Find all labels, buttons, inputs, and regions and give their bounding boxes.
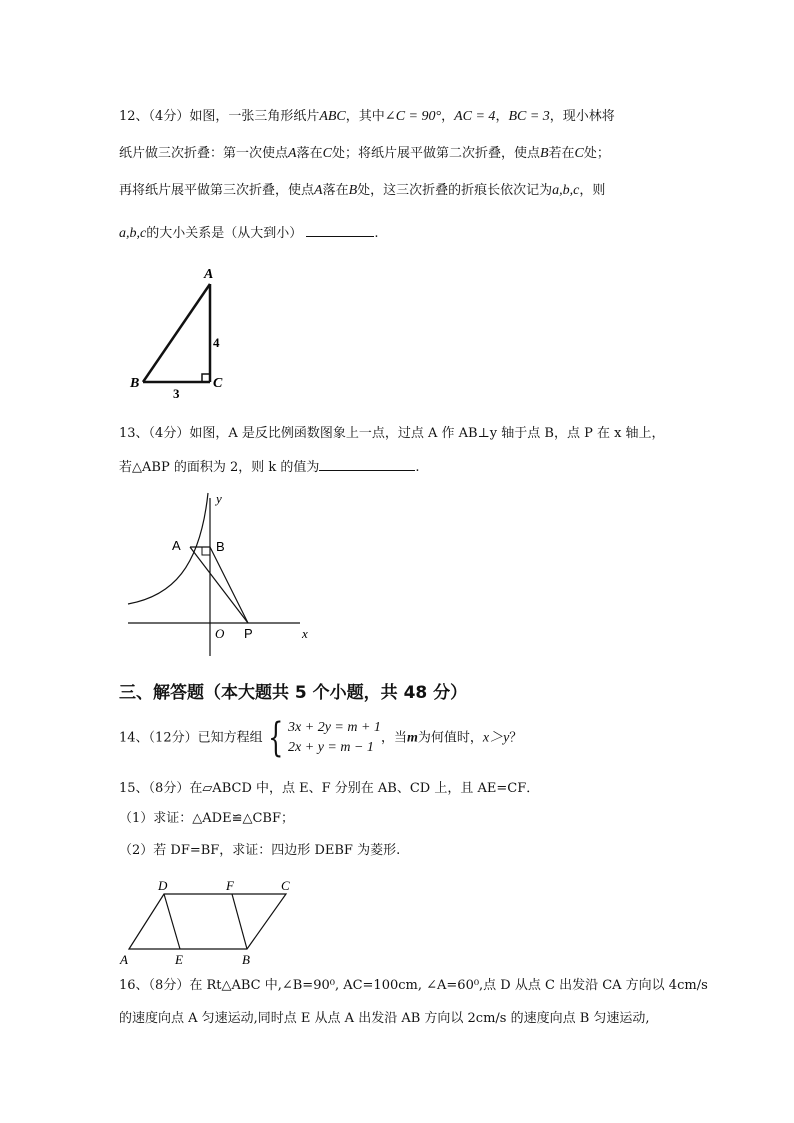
q14-line: 14、（12分）已知方程组 { 3x + 2y = m + 1 2x + y = m − 1 ，当m为何值时，x＞y？ xyxy=(119,715,523,761)
q15-label-C: C xyxy=(281,878,290,893)
q15-segment-de xyxy=(164,894,180,949)
q15-parallelogram-abcd xyxy=(129,894,286,949)
q16-line1: 16、（8分）在 Rt△ABC 中,∠B=90⁰, AC=100cm, ∠A=60⁰,点 D 从点 C 出发沿 CA 方向以 4cm/s xyxy=(119,978,708,993)
q15-part2: （2）若 DF=BF，求证：四边形 DEBF 为菱形. xyxy=(119,843,401,858)
q13-line2: 若△ABP 的面积为 2，则 k 的值为 . xyxy=(119,456,420,477)
q13-hyperbola-curve xyxy=(128,493,208,604)
q12-answer-blank[interactable] xyxy=(306,222,374,237)
q12-line2: 纸片做三次折叠：第一次使点A落在C处；将纸片展平做第二次折叠，使点B若在C处； xyxy=(119,146,610,161)
q12-label-side-ac: 4 xyxy=(213,335,220,350)
section3-heading: 三、解答题（本大题共 5 个小题，共 48 分） xyxy=(119,683,468,703)
q13-label-P: P xyxy=(244,626,253,641)
q14-eq1: 3x + 2y = m + 1 xyxy=(288,720,381,735)
q16-line2: 的速度向点 A 匀速运动,同时点 E 从点 A 出发沿 AB 方向以 2cm/s 的速度向点 B 匀速运动, xyxy=(119,1011,650,1026)
q15-line1: 15、（8分）在▱ABCD 中，点 E、F 分别在 AB、CD 上，且 AE=CF． xyxy=(119,781,540,796)
q13-label-A: A xyxy=(172,538,181,553)
q13-right-angle-mark xyxy=(202,547,210,555)
q14-brace: { xyxy=(267,715,283,761)
q13-answer-blank[interactable] xyxy=(319,456,415,471)
q13-label-B: B xyxy=(216,539,225,554)
q12-triangle-figure xyxy=(118,262,228,402)
q12-side-ab xyxy=(143,284,210,382)
q12-line3: 再将纸片展平做第三次折叠，使点A落在B处，这三次折叠的折痕长依次记为a,b,c，则 xyxy=(119,183,606,198)
q13-segment-ap xyxy=(190,547,248,623)
q12-line1: 12、（4分）如图，一张三角形纸片ABC，其中∠C = 90°，AC = 4，BC = 3，现小林将 xyxy=(119,109,615,124)
q15-label-B: B xyxy=(242,952,250,966)
q12-line4: a,b,c的大小关系是（从大到小） . xyxy=(119,222,379,243)
q13-line1: 13、（4分）如图，A 是反比例函数图象上一点，过点 A 作 AB⊥y 轴于点 B，点 P 在 x 轴上， xyxy=(119,426,665,441)
q13-label-O: O xyxy=(215,626,225,641)
q12-label-A: A xyxy=(204,267,214,282)
q15-label-A: A xyxy=(120,952,128,966)
q14-eq2: 2x + y = m − 1 xyxy=(288,740,374,755)
q12-label-side-bc: 3 xyxy=(173,386,180,401)
q15-label-E: E xyxy=(175,952,183,966)
q15-parallelogram-figure xyxy=(114,876,304,966)
q15-label-F: F xyxy=(226,878,234,893)
q15-segment-fb xyxy=(232,894,247,949)
q13-segment-bp xyxy=(210,547,248,623)
q13-label-y: y xyxy=(216,491,222,506)
q13-hyperbola-figure xyxy=(122,488,322,658)
q14-equation-system xyxy=(288,718,381,758)
q13-label-x: x xyxy=(302,626,308,641)
q12-label-C: C xyxy=(213,376,223,391)
q15-label-D: D xyxy=(158,878,168,893)
q15-part1: （1）求证：△ADE≌△CBF； xyxy=(119,811,294,826)
q12-label-B: B xyxy=(130,376,140,391)
